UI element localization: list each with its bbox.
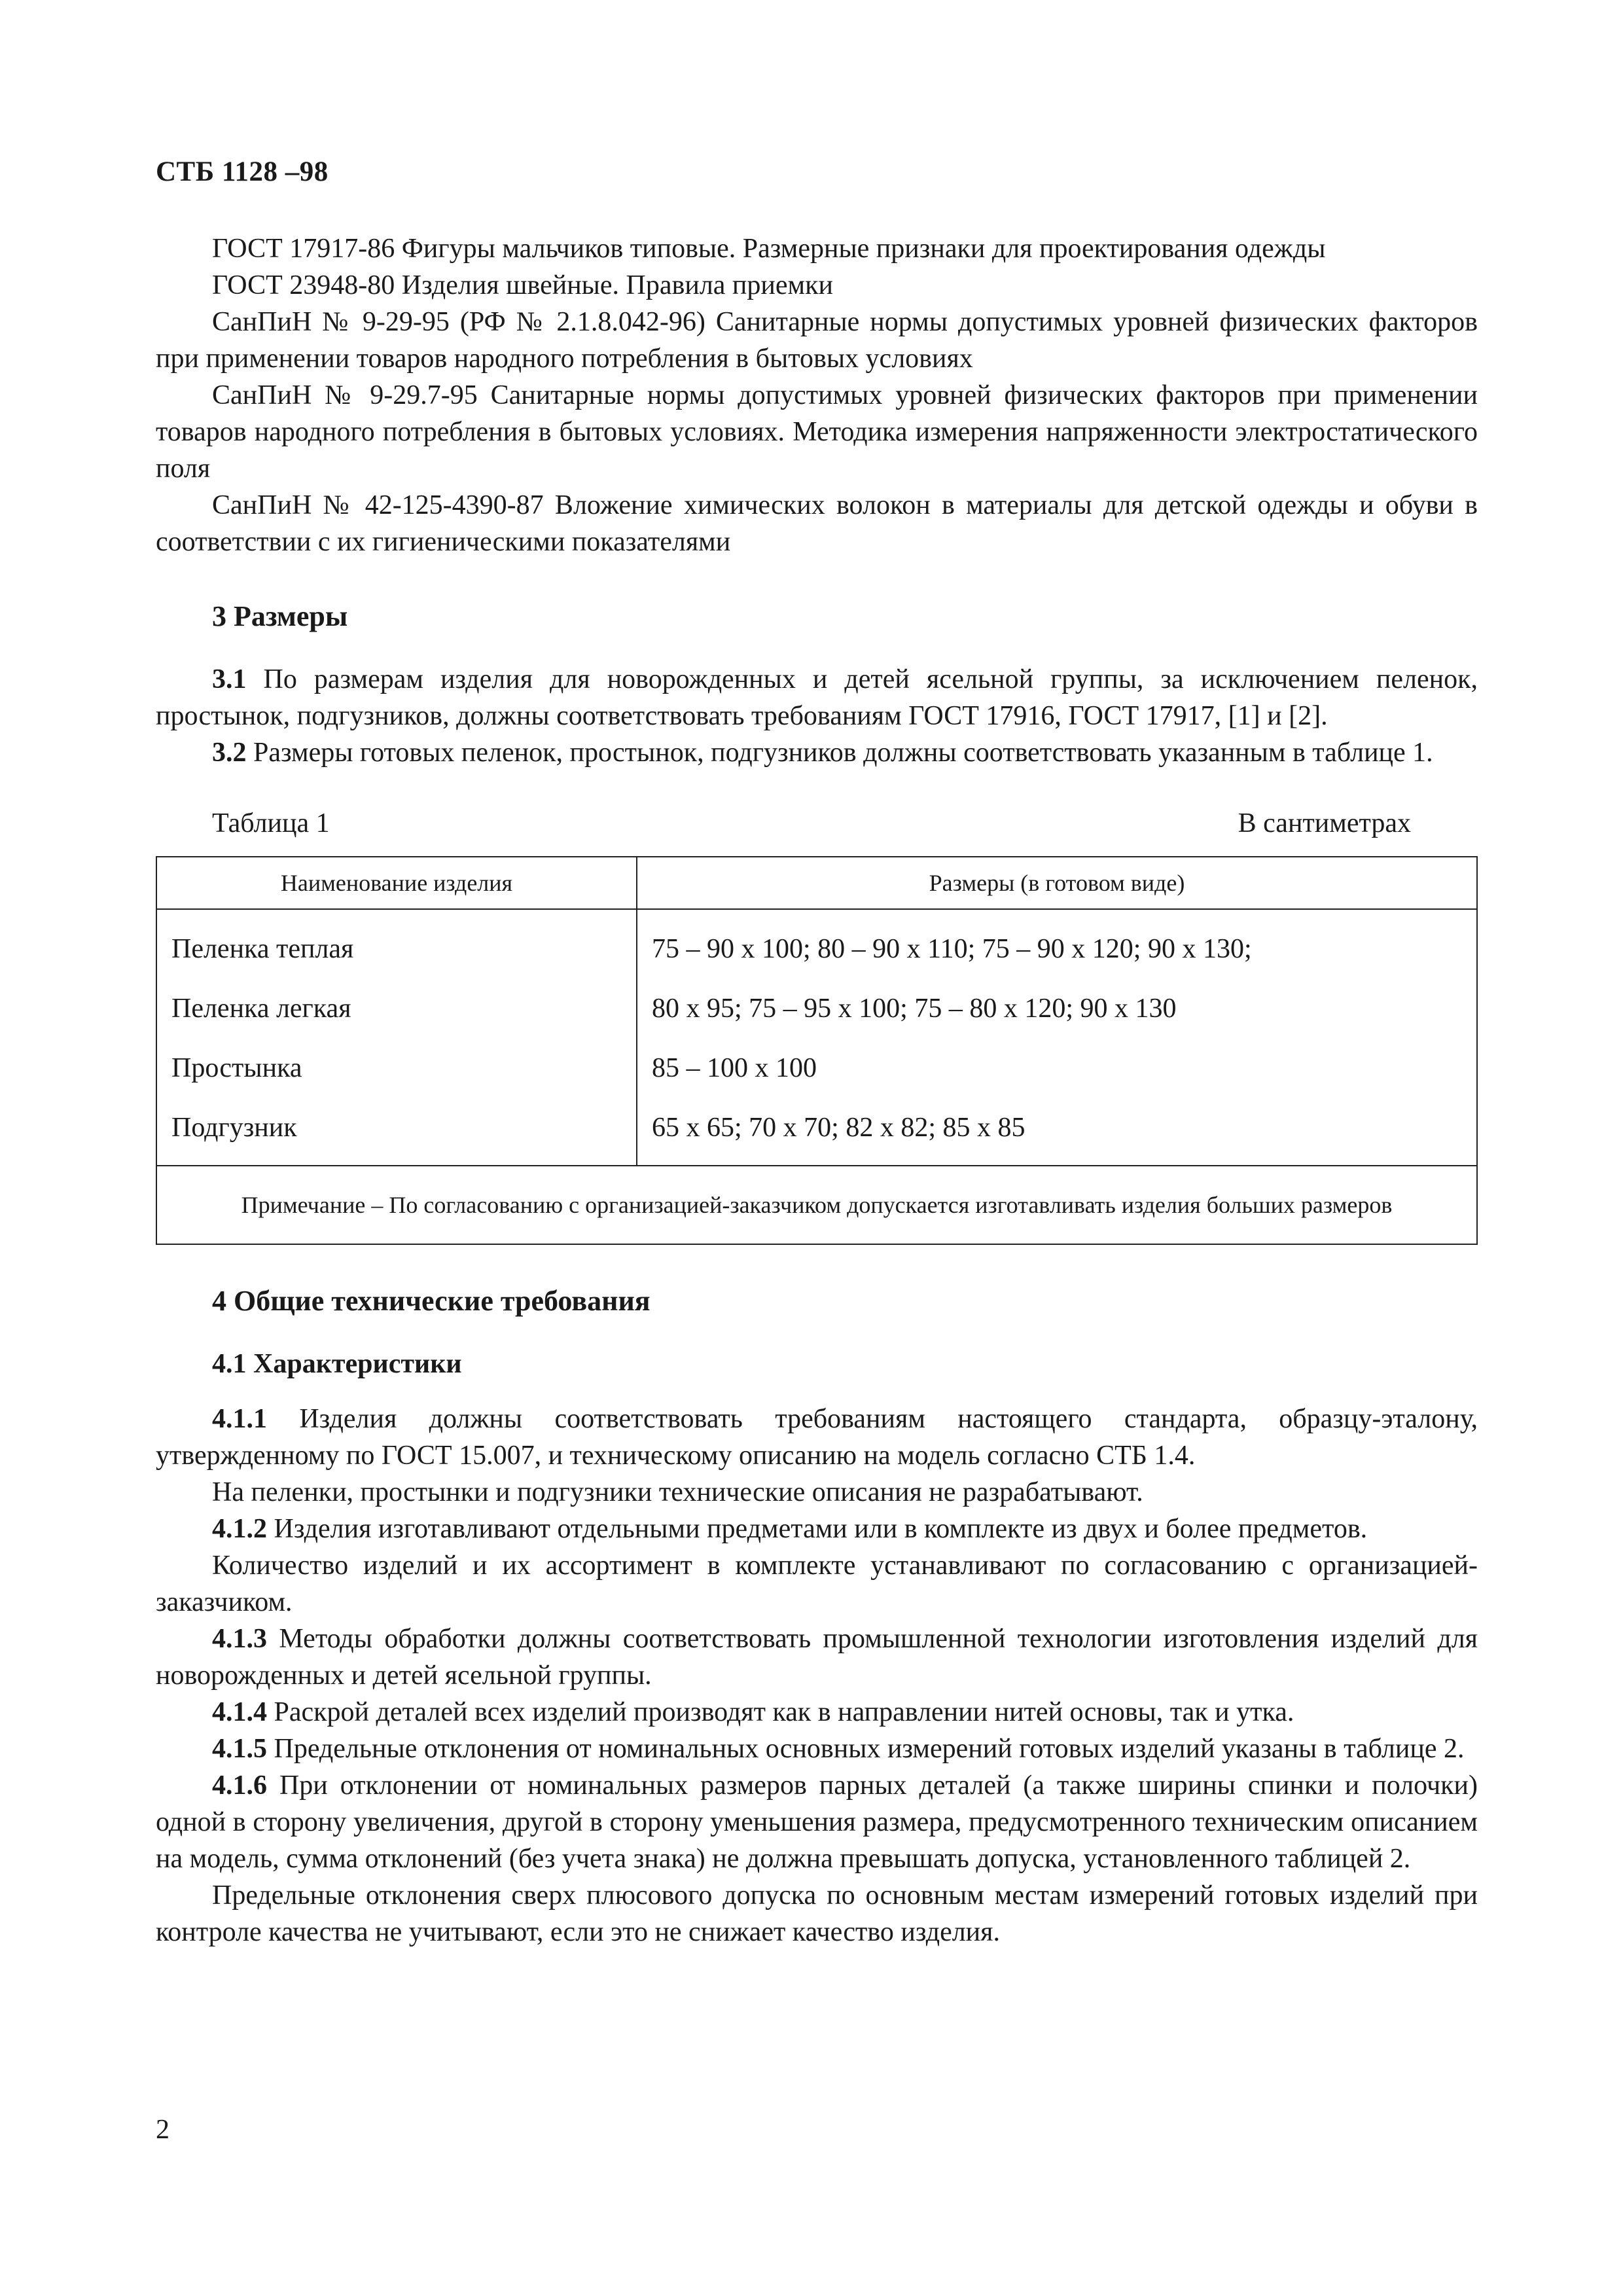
- item-name: Подгузник: [156, 1098, 637, 1166]
- ref-sanpin-42-125: СанПиН № 42-125-4390-87 Вложение химических волокон в материалы для детской одежды и обуви в соответствии с их гигиеническими показателями: [156, 490, 1478, 557]
- page-number: 2: [156, 2115, 169, 2145]
- table-row: [156, 978, 1477, 1038]
- paragraph-4-1-4: [156, 1694, 1478, 1731]
- paragraph-4-1-6: [156, 1767, 1478, 1877]
- paragraph-4-1-6-b: Предельные отклонения сверх плюсового допуска по основным местам измерений готовых изделий при контроле качества не учитывают, если это не снижает качество изделия.: [156, 1880, 1478, 1947]
- paragraph-3-1: [156, 661, 1478, 734]
- paragraph-4-1-2: [156, 1511, 1478, 1547]
- clause-number: 4.1.4: [212, 1697, 267, 1727]
- table-1-caption: Таблица 1: [212, 808, 330, 838]
- item-sizes: 65 х 65; 70 х 70; 82 х 82; 85 х 85: [637, 1098, 1477, 1166]
- page-content: [156, 230, 1478, 1950]
- table-row: [156, 909, 1477, 978]
- clause-text: При отклонении от номинальных размеров парных деталей (а также ширины спинки и полочки) одной в сторону увеличения, другой в сторону уменьшения размера, предусмотренного техническим описанием на модель, сумма отклонений (без учета знака) не должна превышать допуска, установленного таблицей 2.: [156, 1770, 1478, 1874]
- item-name: Пеленка легкая: [156, 978, 637, 1038]
- table-1: [156, 856, 1478, 1245]
- ref-sanpin-9-29-7-95: СанПиН № 9-29.7-95 Санитарные нормы допустимых уровней физических факторов при применении товаров народного потребления в бытовых условиях. Методика измерения напряженности электростатического поля: [156, 380, 1478, 484]
- table-row: [156, 1098, 1477, 1166]
- clause-text: По размерам изделия для новорожденных и детей ясельной группы, за исключением пеленок, простынок, подгузников, должны соответствовать требованиям ГОСТ 17916, ГОСТ 17917, [1] и [2].: [156, 664, 1478, 731]
- section-3-heading: 3 Размеры: [212, 600, 348, 632]
- column-header-name: Наименование изделия: [156, 857, 637, 909]
- clause-text: Изделия должны соответствовать требованиям настоящего стандарта, образцу-эталону, утвержденному по ГОСТ 15.007, и техническому описанию на модель согласно СТБ 1.4.: [156, 1404, 1478, 1471]
- ref-gost-23948: ГОСТ 23948-80 Изделия швейные. Правила приемки: [212, 270, 833, 300]
- clause-number: 4.1.5: [212, 1734, 267, 1764]
- clause-number: 3.2: [212, 738, 247, 768]
- item-sizes: 80 х 95; 75 – 95 х 100; 75 – 80 х 120; 90 х 130: [637, 978, 1477, 1038]
- document-code: СТБ 1128 –98: [156, 156, 329, 187]
- clause-number: 3.1: [212, 664, 247, 694]
- clause-text: Размеры готовых пеленок, простынок, подгузников должны соответствовать указанным в таблице 1.: [246, 738, 1433, 768]
- ref-sanpin-9-29-95: СанПиН № 9-29-95 (РФ № 2.1.8.042-96) Санитарные нормы допустимых уровней физических факторов при применении товаров народного потребления в бытовых условиях: [156, 307, 1478, 374]
- paragraph-4-1-5: [156, 1731, 1478, 1767]
- ref-gost-17917: ГОСТ 17917-86 Фигуры мальчиков типовые. Размерные признаки для проектирования одежды: [212, 234, 1326, 264]
- clause-text: Методы обработки должны соответствовать промышленной технологии изготовления изделий для новорожденных и детей ясельной группы.: [156, 1624, 1478, 1691]
- table-1-units: В сантиметрах: [1238, 808, 1411, 838]
- table-row: [156, 1038, 1477, 1098]
- clause-number: 4.1.3: [212, 1624, 267, 1654]
- clause-text: Раскрой деталей всех изделий производят как в направлении нитей основы, так и утка.: [267, 1697, 1294, 1727]
- paragraph-3-2: [156, 734, 1478, 771]
- column-header-sizes: Размеры (в готовом виде): [637, 857, 1477, 909]
- table-note-row: [156, 1166, 1477, 1244]
- item-name: Простынка: [156, 1038, 637, 1098]
- clause-number: 4.1.6: [212, 1770, 267, 1801]
- paragraph-4-1-2-b: Количество изделий и их ассортимент в комплекте устанавливают по согласованию с организацией-заказчиком.: [156, 1551, 1478, 1617]
- item-sizes: 85 – 100 х 100: [637, 1038, 1477, 1098]
- clause-number: 4.1.2: [212, 1514, 267, 1544]
- table-note: Примечание – По согласованию с организацией-заказчиком допускается изготавливать изделия больших размеров: [156, 1166, 1477, 1244]
- section-4-heading: 4 Общие технические требования: [212, 1285, 651, 1317]
- clause-text: Предельные отклонения от номинальных основных измерений готовых изделий указаны в таблице 2.: [267, 1734, 1465, 1764]
- table-header-row: [156, 857, 1477, 909]
- paragraph-4-1-1: [156, 1401, 1478, 1474]
- paragraph-4-1-1-b: На пеленки, простынки и подгузники технические описания не разрабатывают.: [212, 1477, 1143, 1507]
- clause-text: Изделия изготавливают отдельными предметами или в комплекте из двух и более предметов.: [267, 1514, 1368, 1544]
- paragraph-4-1-3: [156, 1621, 1478, 1694]
- table-1-caption-row: [156, 805, 1478, 842]
- item-name: Пеленка теплая: [156, 909, 637, 978]
- item-sizes: 75 – 90 х 100; 80 – 90 х 110; 75 – 90 х 120; 90 х 130;: [637, 909, 1477, 978]
- clause-number: 4.1.1: [212, 1404, 267, 1434]
- subsection-4-1-heading: 4.1 Характеристики: [212, 1349, 462, 1379]
